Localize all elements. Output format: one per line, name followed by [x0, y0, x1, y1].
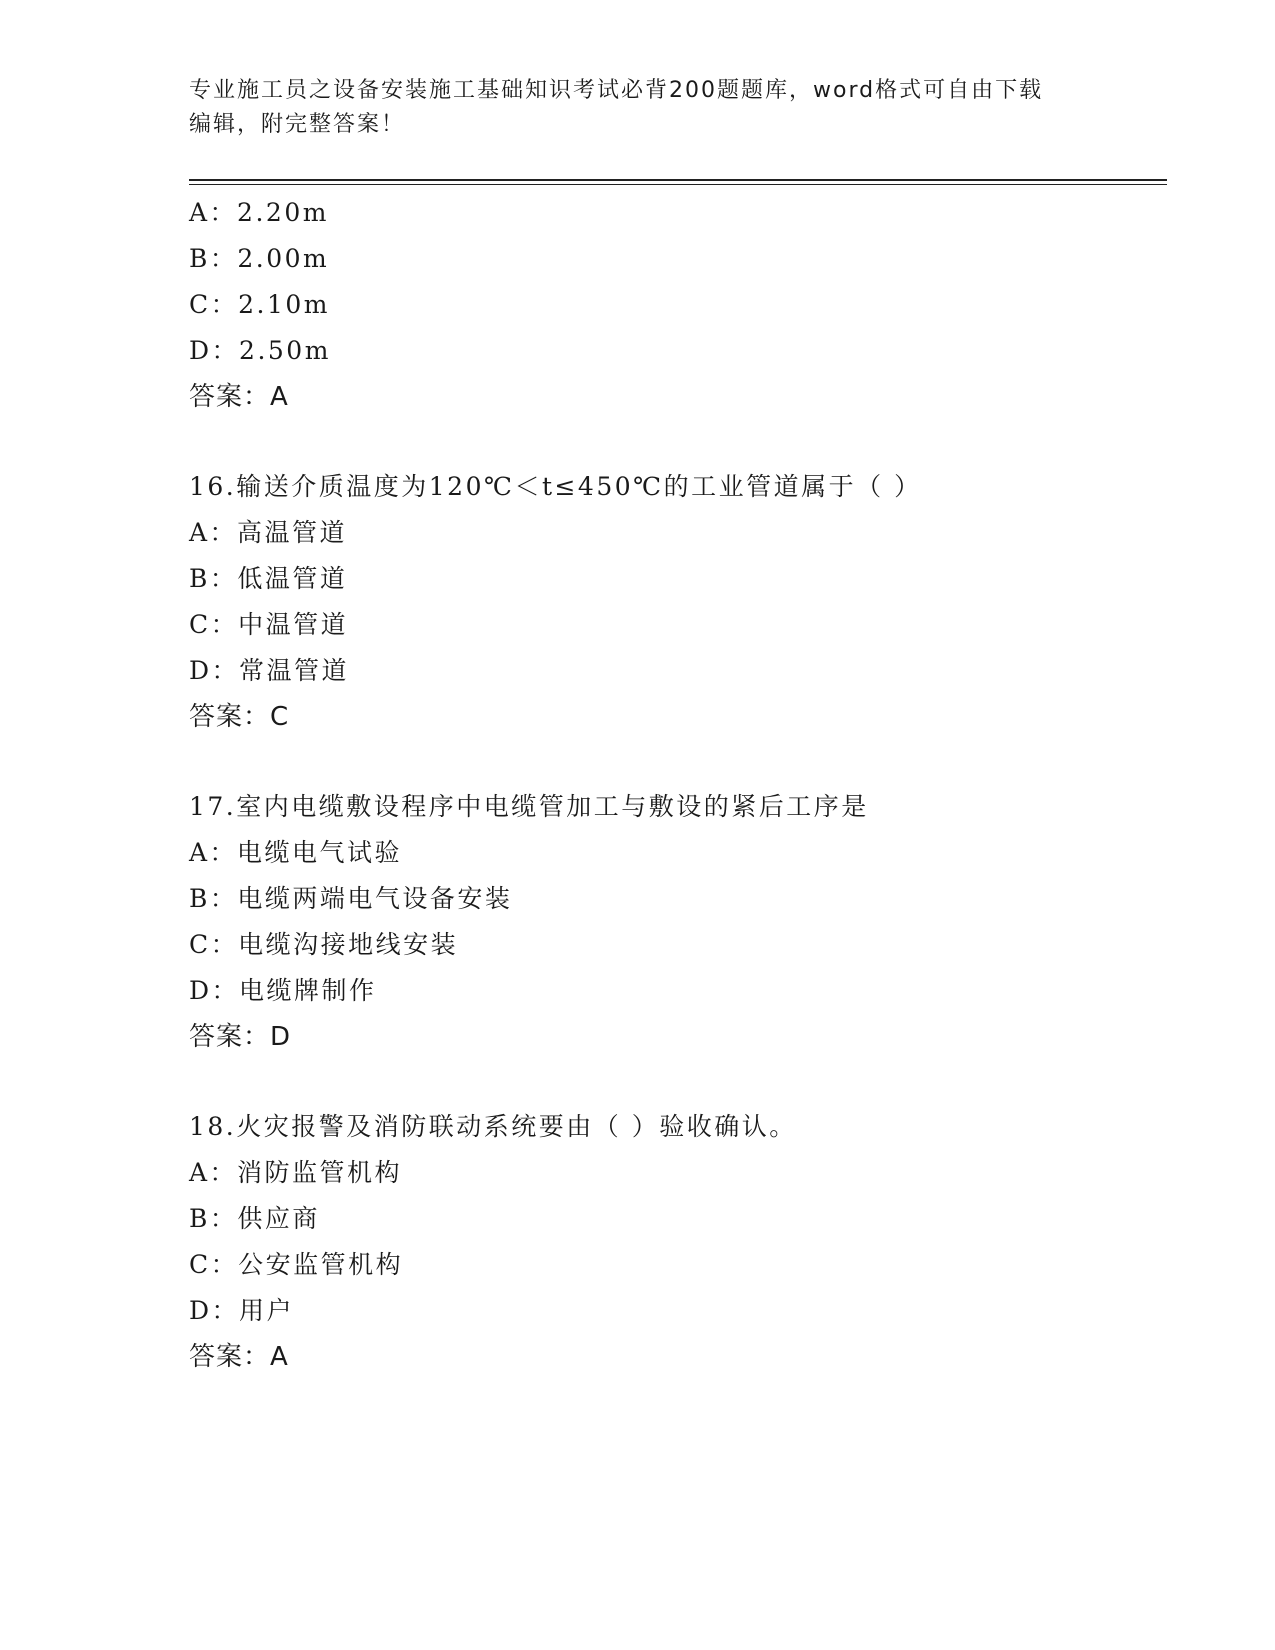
header-line-2: 编辑，附完整答案！	[189, 112, 406, 137]
question-content	[189, 190, 1167, 1380]
option-a: A：电缆电气试验	[189, 838, 403, 867]
option-b: B：电缆两端电气设备安装	[189, 884, 513, 913]
answer-line: 答案：A	[189, 1342, 289, 1372]
prev-question-block	[189, 190, 1167, 420]
question-text: 16.输送介质温度为120℃＜t≤450℃的工业管道属于（ ）	[189, 472, 922, 501]
answer-line: 答案：D	[189, 1022, 292, 1052]
option-d: D：电缆牌制作	[189, 976, 377, 1005]
option-c: C：电缆沟接地线安装	[189, 930, 459, 959]
answer-line: 答案：C	[189, 702, 290, 732]
option-c: C：公安监管机构	[189, 1250, 404, 1279]
header-rule-thin	[189, 184, 1167, 185]
header-rule-thick	[189, 179, 1167, 181]
option-b: B：2.00m	[189, 244, 330, 273]
option-d: D：用户	[189, 1296, 295, 1325]
question-text: 18.火灾报警及消防联动系统要由（ ）验收确认。	[189, 1112, 797, 1141]
question-18	[189, 1104, 1167, 1380]
option-a: A：高温管道	[189, 518, 348, 547]
header-line-1: 专业施工员之设备安装施工基础知识考试必背200题题库，word格式可自由下载	[189, 78, 1044, 103]
question-text: 17.室内电缆敷设程序中电缆管加工与敷设的紧后工序是	[189, 792, 869, 821]
option-c: C：中温管道	[189, 610, 349, 639]
option-b: B：供应商	[189, 1204, 320, 1233]
option-a: A：2.20m	[189, 198, 329, 227]
question-17	[189, 784, 1167, 1060]
question-16	[189, 464, 1167, 740]
answer-line: 答案：A	[189, 382, 289, 412]
option-b: B：低温管道	[189, 564, 348, 593]
option-a: A：消防监管机构	[189, 1158, 403, 1187]
option-d: D：2.50m	[189, 336, 331, 365]
option-d: D：常温管道	[189, 656, 350, 685]
page-header	[189, 74, 1089, 142]
option-c: C：2.10m	[189, 290, 330, 319]
